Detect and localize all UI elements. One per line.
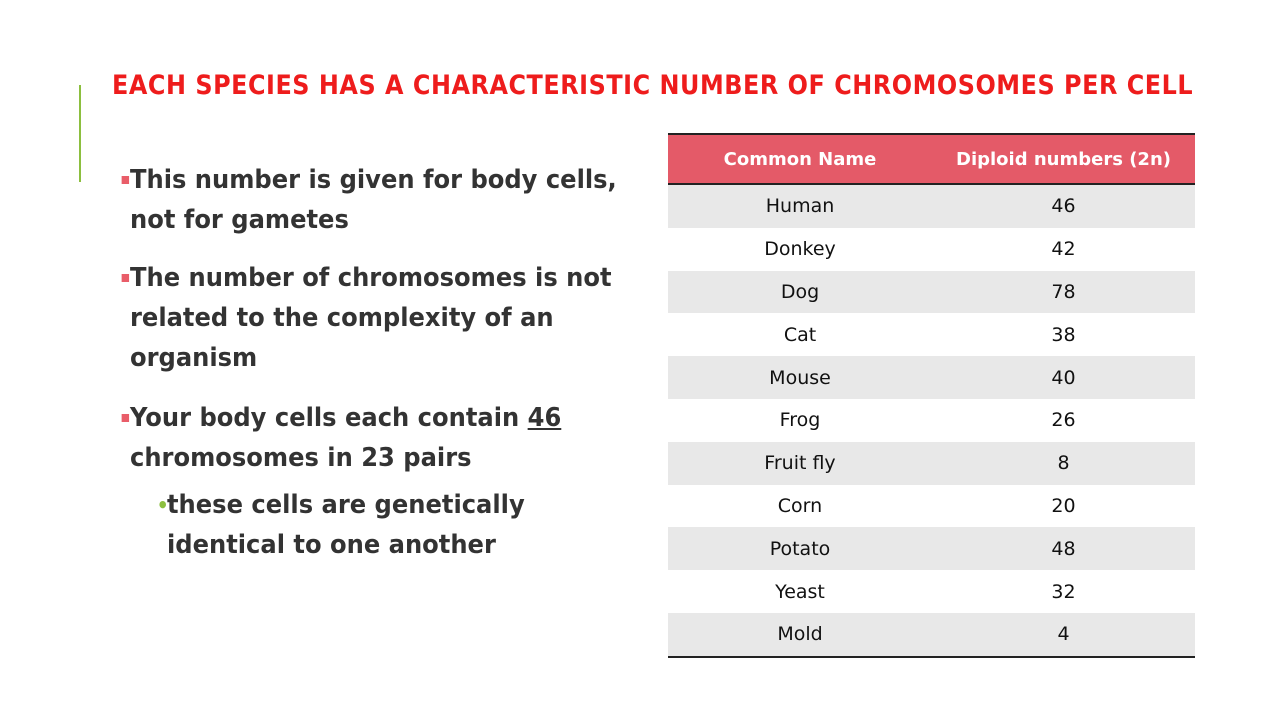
table-row	[668, 570, 1195, 613]
header-diploid-number: Diploid numbers (2n)	[932, 134, 1195, 184]
table-row	[668, 442, 1195, 485]
table-row	[668, 184, 1195, 228]
table-row	[668, 228, 1195, 271]
bullet-body-cells	[130, 160, 651, 240]
chromosome-table	[668, 133, 1195, 658]
cell-common-name: Dog	[668, 271, 932, 314]
cell-diploid-number: 8	[932, 442, 1195, 485]
table-row	[668, 613, 1195, 657]
table-row	[668, 271, 1195, 314]
cell-common-name: Donkey	[668, 228, 932, 271]
cell-common-name: Cat	[668, 313, 932, 356]
cell-common-name: Fruit fly	[668, 442, 932, 485]
cell-diploid-number: 78	[932, 271, 1195, 314]
bullet-text: This number is given for body cells, not for gametes	[130, 165, 617, 235]
header-common-name: Common Name	[668, 134, 932, 184]
cell-diploid-number: 42	[932, 228, 1195, 271]
cell-diploid-number: 20	[932, 485, 1195, 528]
table-row	[668, 399, 1195, 442]
square-bullet-icon	[122, 176, 129, 184]
cell-diploid-number: 46	[932, 184, 1195, 228]
dot-bullet-icon: •	[156, 493, 169, 517]
table-row	[668, 527, 1195, 570]
sub-bullet-text: these cells are genetically identical to one another	[167, 490, 525, 560]
table-row	[668, 485, 1195, 528]
cell-diploid-number: 32	[932, 570, 1195, 613]
square-bullet-icon	[122, 414, 129, 422]
bullet-complexity	[130, 258, 651, 378]
cell-common-name: Corn	[668, 485, 932, 528]
slide-title: EACH SPECIES HAS A CHARACTERISTIC NUMBER OF CHROMOSOMES PER CELL	[112, 70, 1194, 101]
cell-diploid-number: 48	[932, 527, 1195, 570]
bullet-text-underlined: 46	[527, 403, 562, 433]
cell-common-name: Mold	[668, 613, 932, 657]
bullet-text: The number of chromosomes is not related to the complexity of an organism	[130, 263, 612, 373]
cell-diploid-number: 26	[932, 399, 1195, 442]
bullet-text-start: Your body cells each contain	[130, 403, 528, 433]
cell-diploid-number: 40	[932, 356, 1195, 399]
cell-common-name: Yeast	[668, 570, 932, 613]
cell-common-name: Potato	[668, 527, 932, 570]
cell-diploid-number: 38	[932, 313, 1195, 356]
table-row	[668, 313, 1195, 356]
table-header-row	[668, 134, 1195, 184]
cell-common-name: Mouse	[668, 356, 932, 399]
sub-bullet-identical	[156, 485, 595, 565]
table-row	[668, 356, 1195, 399]
bullet-body-cells-count	[130, 398, 651, 478]
cell-common-name: Frog	[668, 399, 932, 442]
cell-diploid-number: 4	[932, 613, 1195, 657]
cell-common-name: Human	[668, 184, 932, 228]
square-bullet-icon	[122, 274, 129, 282]
bullet-text-end: chromosomes in 23 pairs	[130, 443, 472, 473]
